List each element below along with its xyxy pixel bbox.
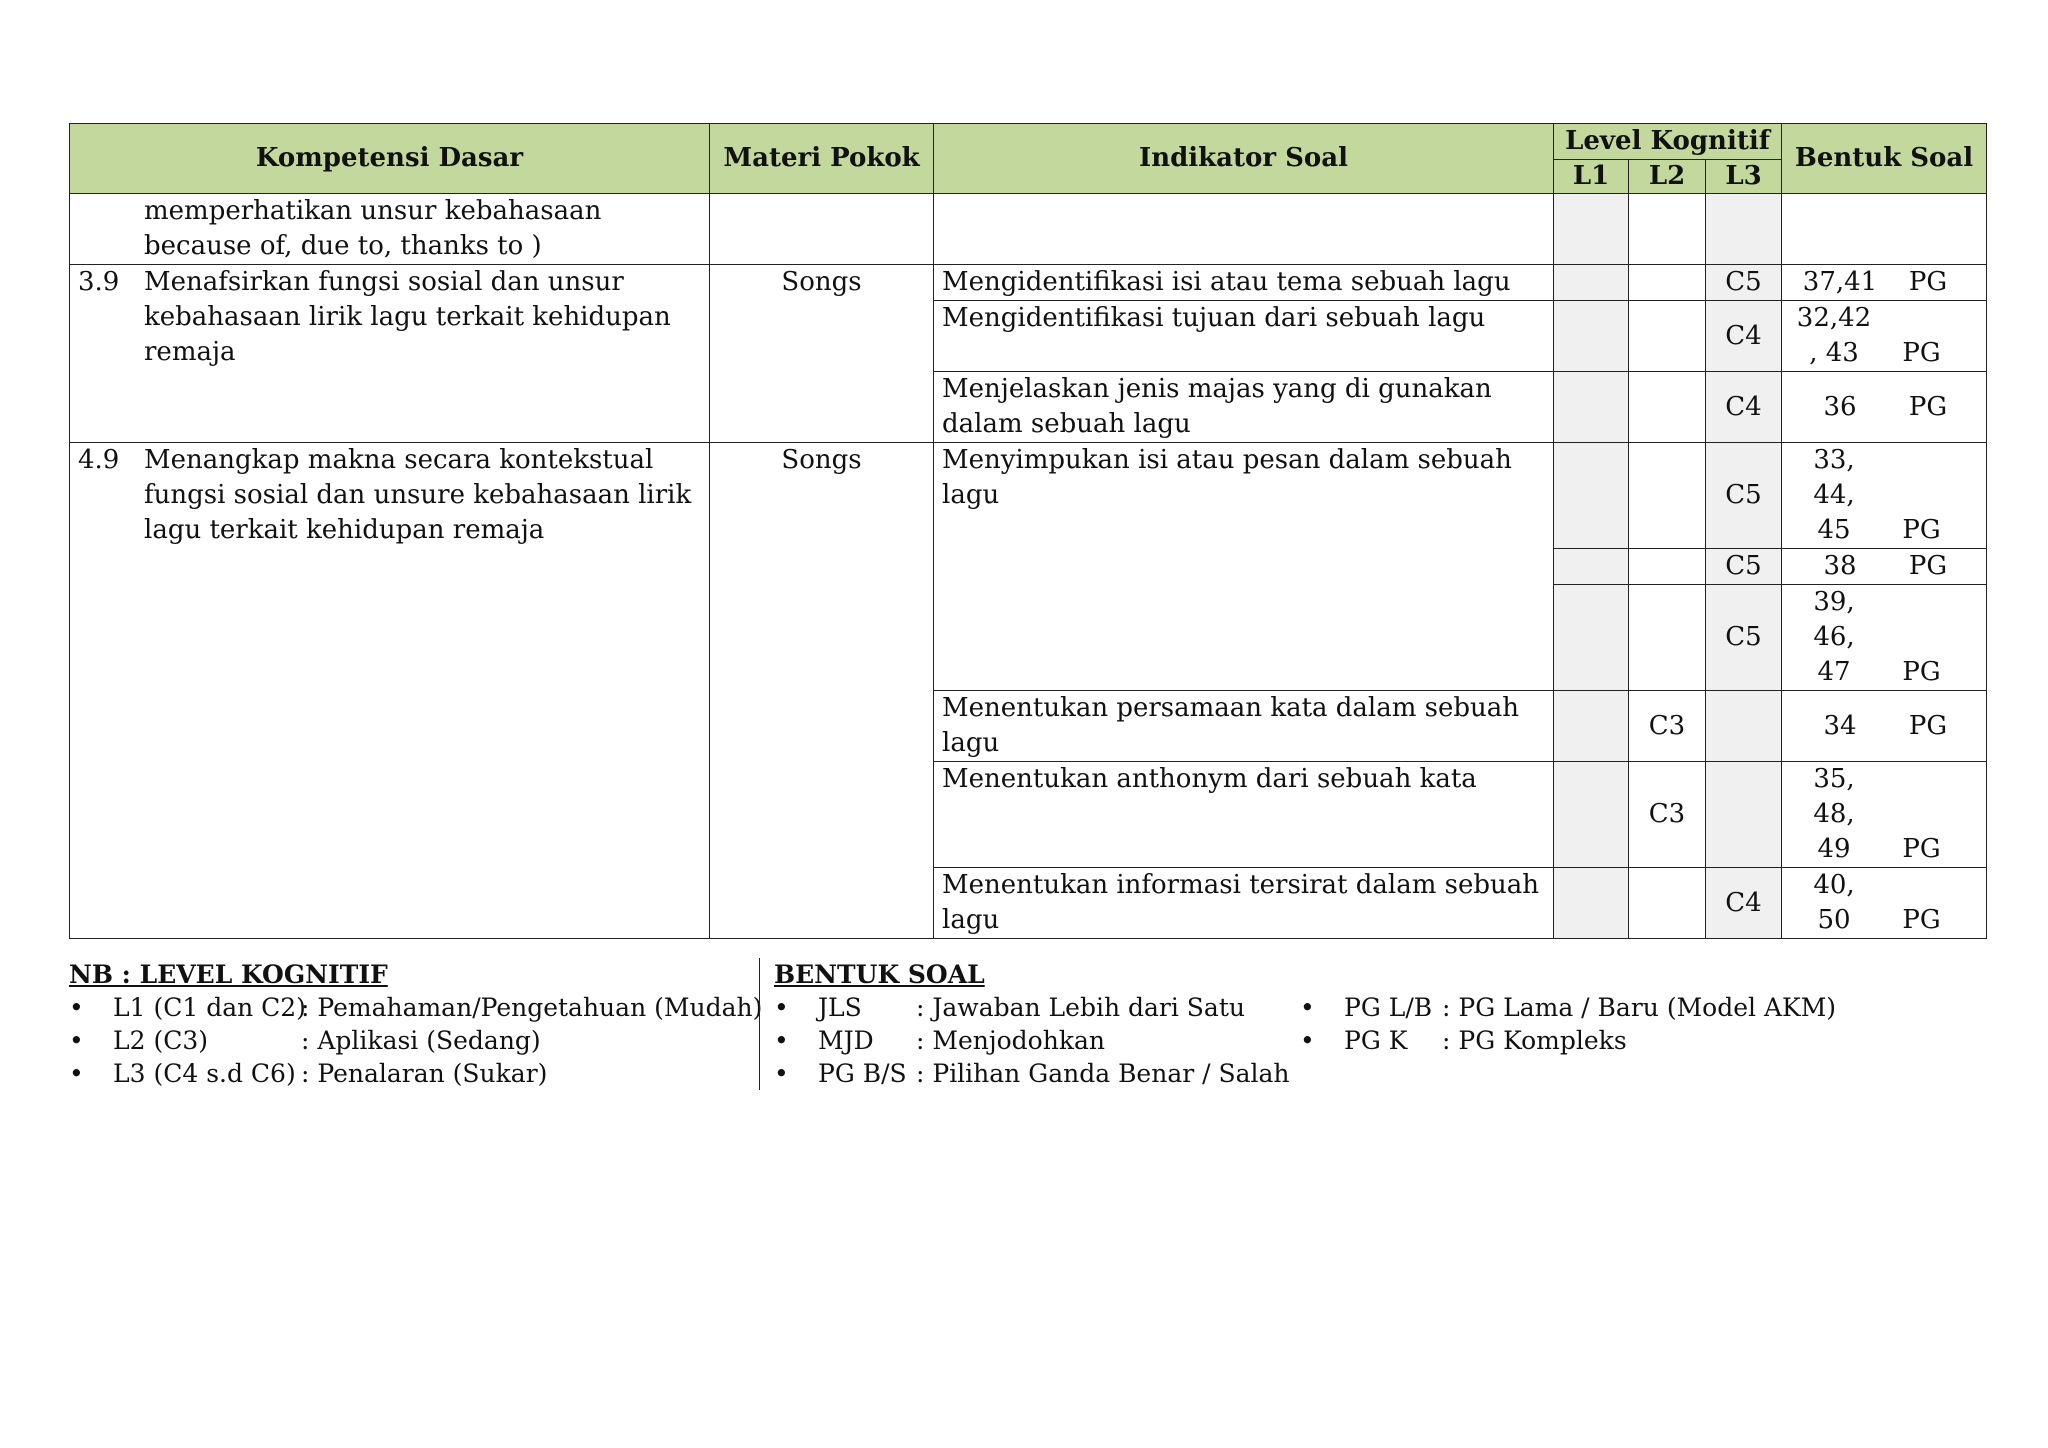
header-indikator-soal: Indikator Soal	[934, 124, 1554, 194]
bullet-icon: •	[69, 993, 84, 1022]
legend-item	[774, 1024, 1974, 1057]
l3-cell	[1706, 194, 1782, 265]
header-row	[70, 124, 1987, 160]
kd-text: Menangkap makna secara kontekstual fungsi sosial dan unsure kebahasaan lirik lagu terkait kehidupan remaja	[144, 445, 692, 545]
l2-cell: C3	[1629, 691, 1706, 762]
legend-item	[774, 1057, 1974, 1090]
legend-key: L1 (C1 dan C2)	[113, 993, 306, 1022]
header-l1: L1	[1554, 160, 1629, 194]
legend-level-kognitif	[69, 958, 763, 1090]
legend-item	[69, 1057, 749, 1090]
nomor-soal: 35, 48, 49	[1813, 764, 1855, 864]
bentuk-soal-cell	[1782, 691, 1987, 762]
l1-cell	[1554, 194, 1629, 265]
legend-key: PG K	[1344, 1026, 1408, 1055]
header-materi-pokok: Materi Pokok	[710, 124, 934, 194]
l3-cell	[1706, 762, 1782, 868]
legend-bentuk-title: BENTUK SOAL	[774, 960, 985, 989]
l2-cell	[1629, 301, 1706, 372]
legend-key: L3 (C4 s.d C6)	[113, 1059, 296, 1088]
header-kompetensi-dasar: Kompetensi Dasar	[70, 124, 710, 194]
materi-pokok-cell: Songs	[710, 265, 934, 443]
bentuk-soal: PG	[1908, 551, 1948, 581]
header-l2: L2	[1629, 160, 1706, 194]
nomor-soal: 39, 46, 47	[1813, 587, 1855, 687]
nomor-soal: 34	[1823, 710, 1857, 741]
l3-cell: C4	[1706, 372, 1782, 443]
bentuk-soal: PG	[1908, 391, 1948, 422]
l2-cell	[1629, 585, 1706, 691]
indikator-cell-empty	[934, 194, 1554, 265]
l1-cell	[1554, 265, 1629, 301]
nomor-soal: 40, 50	[1813, 870, 1855, 935]
legend-value: : Pilihan Ganda Benar / Salah	[916, 1059, 1290, 1088]
bentuk-soal: PG	[1902, 834, 1941, 864]
l3-cell: C5	[1706, 585, 1782, 691]
indikator-cell: Menentukan anthonym dari sebuah kata	[934, 762, 1554, 868]
bentuk-soal-cell	[1782, 549, 1987, 585]
legend-value: : Jawaban Lebih dari Satu	[916, 993, 1245, 1022]
materi-pokok-cell: Songs	[710, 443, 934, 939]
bentuk-soal: PG	[1902, 338, 1941, 368]
legend-item	[69, 991, 763, 1024]
kd-4-9-cell	[70, 443, 710, 939]
kd-text: Menafsirkan fungsi sosial dan unsur kebahasaan lirik lagu terkait kehidupan remaja	[144, 267, 671, 367]
l2-cell	[1629, 549, 1706, 585]
l3-cell: C4	[1706, 301, 1782, 372]
legend-key: PG B/S	[818, 1059, 907, 1088]
l1-cell	[1554, 443, 1629, 549]
l3-cell: C5	[1706, 265, 1782, 301]
indikator-cell: Menentukan persamaan kata dalam sebuah lagu	[934, 691, 1554, 762]
nomor-soal: 33, 44, 45	[1813, 445, 1855, 545]
legend-key: MJD	[818, 1026, 874, 1055]
l1-cell	[1554, 762, 1629, 868]
bullet-icon: •	[1300, 1026, 1315, 1055]
table-row	[70, 265, 1987, 301]
l2-cell	[1629, 265, 1706, 301]
bentuk-soal-cell	[1782, 585, 1987, 691]
header-l3: L3	[1706, 160, 1782, 194]
header-bentuk-soal: Bentuk Soal	[1782, 124, 1987, 194]
kd-continued-text: memperhatikan unsur kebahasaan because of, due to, thanks to )	[70, 194, 710, 265]
bentuk-soal-cell	[1782, 265, 1987, 301]
kd-number: 3.9	[78, 267, 120, 297]
bullet-icon: •	[69, 1059, 84, 1088]
l1-cell	[1554, 868, 1629, 939]
l2-cell	[1629, 443, 1706, 549]
l2-cell: C3	[1629, 762, 1706, 868]
bentuk-soal: PG	[1902, 657, 1941, 687]
kisi-kisi-table	[69, 123, 1987, 939]
legend-item	[69, 1024, 749, 1057]
l1-cell	[1554, 549, 1629, 585]
bentuk-soal: PG	[1908, 267, 1948, 297]
kd-3-9-cell	[70, 265, 710, 443]
bentuk-soal-cell	[1782, 301, 1987, 372]
legend-value: : Penalaran (Sukar)	[301, 1059, 548, 1088]
l2-cell	[1629, 372, 1706, 443]
l2-cell	[1629, 194, 1706, 265]
l1-cell	[1554, 372, 1629, 443]
nomor-soal: 37,41	[1802, 267, 1878, 297]
legend-value: : PG Lama / Baru (Model AKM)	[1442, 993, 1837, 1022]
legend-level-title: NB : LEVEL KOGNITIF	[69, 960, 388, 989]
bentuk-soal: PG	[1902, 515, 1941, 545]
legend-value: : PG Kompleks	[1442, 1026, 1627, 1055]
legend-value: : Menjodohkan	[916, 1026, 1105, 1055]
bentuk-soal: PG	[1902, 905, 1941, 935]
legend-divider	[759, 958, 760, 1090]
legend-key: L2 (C3)	[113, 1026, 208, 1055]
bentuk-soal-cell	[1782, 372, 1987, 443]
header-level-kognitif: Level Kognitif	[1554, 124, 1782, 160]
bullet-icon: •	[69, 1026, 84, 1055]
nomor-soal: 38	[1823, 551, 1857, 581]
table-row-continued	[70, 194, 1987, 265]
legend-key: PG L/B	[1344, 993, 1433, 1022]
nomor-soal: 32,42 , 43	[1796, 303, 1872, 368]
bentuk-soal-cell	[1782, 762, 1987, 868]
bullet-icon: •	[1300, 993, 1315, 1022]
table-row	[70, 443, 1987, 549]
bentuk-soal-cell	[1782, 443, 1987, 549]
legend-bentuk-soal	[774, 958, 1974, 1090]
indikator-cell: Menjelaskan jenis majas yang di gunakan dalam sebuah lagu	[934, 372, 1554, 443]
legend-value: : Aplikasi (Sedang)	[301, 1026, 541, 1055]
materi-cell-empty	[710, 194, 934, 265]
legend-value: : Pemahaman/Pengetahuan (Mudah)	[301, 993, 763, 1022]
l3-cell: C5	[1706, 549, 1782, 585]
kd-number: 4.9	[78, 445, 120, 475]
bullet-icon: •	[774, 1059, 789, 1088]
indikator-cell: Mengidentifikasi tujuan dari sebuah lagu	[934, 301, 1554, 372]
l3-cell: C5	[1706, 443, 1782, 549]
bentuk-soal: PG	[1908, 710, 1948, 741]
l1-cell	[1554, 585, 1629, 691]
l1-cell	[1554, 301, 1629, 372]
legend-key: JLS	[818, 993, 862, 1022]
l1-cell	[1554, 691, 1629, 762]
legend-item	[774, 991, 1974, 1024]
bentuk-cell-empty	[1782, 194, 1987, 265]
indikator-cell: Menyimpukan isi atau pesan dalam sebuah lagu	[934, 443, 1554, 691]
bullet-icon: •	[774, 1026, 789, 1055]
l2-cell	[1629, 868, 1706, 939]
bentuk-soal-cell	[1782, 868, 1987, 939]
indikator-cell: Mengidentifikasi isi atau tema sebuah lagu	[934, 265, 1554, 301]
l3-cell	[1706, 691, 1782, 762]
indikator-cell: Menentukan informasi tersirat dalam sebuah lagu	[934, 868, 1554, 939]
bullet-icon: •	[774, 993, 789, 1022]
l3-cell: C4	[1706, 868, 1782, 939]
nomor-soal: 36	[1823, 391, 1857, 422]
